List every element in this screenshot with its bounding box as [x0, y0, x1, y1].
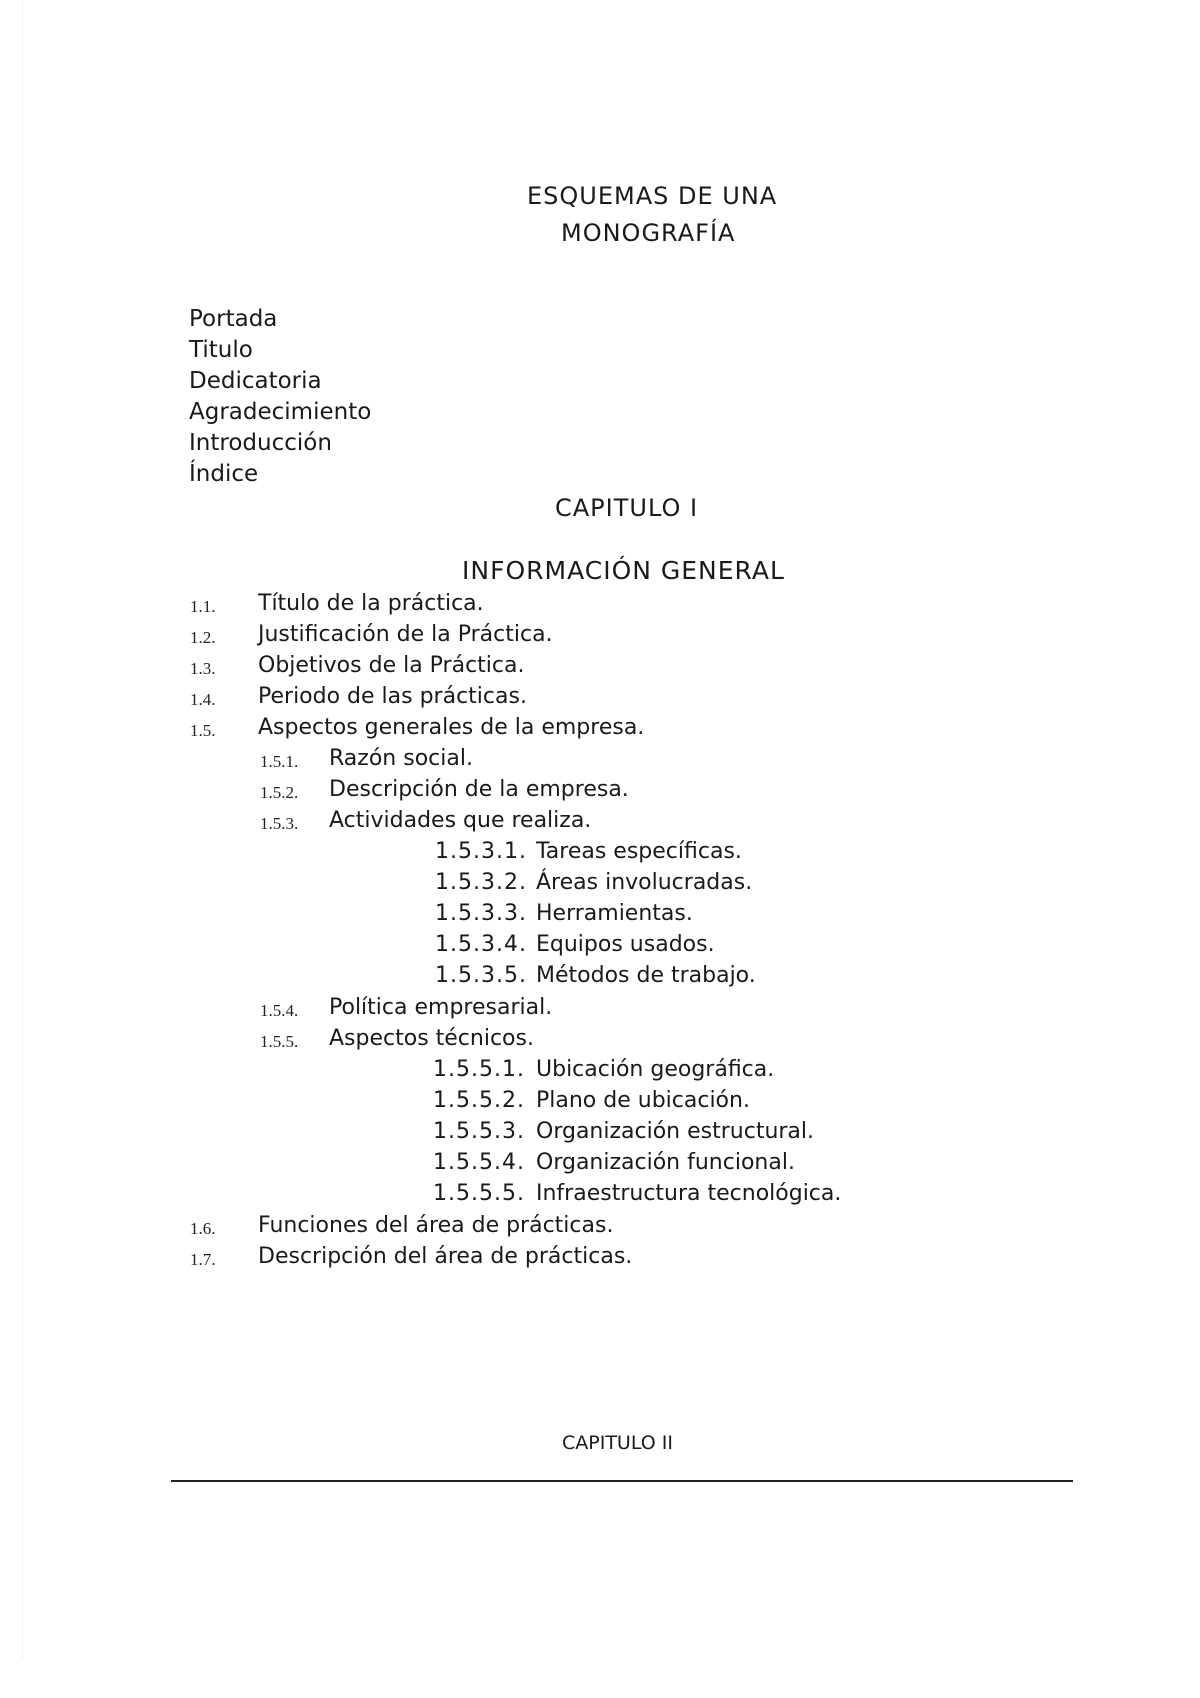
page-edge: [22, 0, 23, 1660]
toc-number: 1.5.5.5.: [433, 1181, 525, 1206]
toc-text: Métodos de trabajo.: [536, 963, 756, 988]
toc-text: Tareas específicas.: [536, 839, 742, 864]
toc-number: 1.5.5.2.: [433, 1088, 525, 1113]
toc-text: Razón social.: [329, 746, 473, 771]
front-matter-dedicatoria: Dedicatoria: [189, 368, 322, 394]
toc-number: 1.5.3.5.: [435, 963, 527, 988]
front-matter-introduccion: Introducción: [189, 430, 332, 456]
toc-number: 1.5.5.3.: [433, 1119, 525, 1144]
toc-text: Equipos usados.: [536, 932, 715, 957]
toc-number: 1.5.1.: [260, 752, 299, 771]
toc-number: 1.5.5.: [260, 1032, 299, 1051]
toc-number: 1.3.: [190, 659, 216, 678]
front-matter-portada: Portada: [189, 306, 278, 332]
toc-number: 1.1.: [190, 597, 216, 616]
toc-text: Descripción del área de prácticas.: [258, 1244, 633, 1269]
toc-number: 1.5.5.4.: [433, 1150, 525, 1175]
toc-number: 1.4.: [190, 690, 216, 709]
toc-number: 1.5.3.4.: [435, 932, 527, 957]
toc-text: Aspectos técnicos.: [329, 1026, 534, 1051]
toc-text: Política empresarial.: [329, 995, 553, 1020]
front-matter-indice: Índice: [189, 461, 259, 487]
toc-number: 1.6.: [190, 1219, 216, 1238]
toc-number: 1.7.: [190, 1250, 216, 1269]
toc-number: 1.5.5.1.: [433, 1057, 525, 1082]
toc-text: Periodo de las prácticas.: [258, 684, 527, 709]
toc-text: Funciones del área de prácticas.: [258, 1213, 614, 1238]
toc-number: 1.5.3.3.: [435, 901, 527, 926]
toc-text: Aspectos generales de la empresa.: [258, 715, 645, 740]
toc-text: Actividades que realiza.: [329, 808, 592, 833]
toc-text: Descripción de la empresa.: [329, 777, 629, 802]
horizontal-rule: [171, 1480, 1073, 1482]
toc-text: Título de la práctica.: [258, 591, 484, 616]
document-title-line2: MONOGRAFÍA: [561, 219, 736, 247]
toc-number: 1.5.3.2.: [435, 870, 527, 895]
toc-text: Justificación de la Práctica.: [258, 622, 553, 647]
toc-text: Áreas involucradas.: [536, 870, 753, 895]
front-matter-agradecimiento: Agradecimiento: [189, 399, 372, 425]
document-title-line1: ESQUEMAS DE UNA: [527, 182, 778, 210]
toc-text: Organización estructural.: [536, 1119, 815, 1144]
front-matter-titulo: Titulo: [189, 337, 253, 363]
toc-text: Objetivos de la Práctica.: [258, 653, 525, 678]
toc-text: Plano de ubicación.: [536, 1088, 750, 1113]
toc-text: Organización funcional.: [536, 1150, 795, 1175]
chapter1-heading: CAPITULO I: [555, 494, 699, 522]
toc-number: 1.2.: [190, 628, 216, 647]
toc-text: Herramientas.: [536, 901, 693, 926]
toc-number: 1.5.: [190, 721, 216, 740]
chapter2-heading: CAPITULO II: [562, 1432, 673, 1454]
toc-number: 1.5.2.: [260, 783, 299, 802]
toc-number: 1.5.4.: [260, 1001, 299, 1020]
toc-text: Ubicación geográfica.: [536, 1057, 775, 1082]
toc-number: 1.5.3.: [260, 814, 299, 833]
toc-text: Infraestructura tecnológica.: [536, 1181, 842, 1206]
chapter1-subheading: INFORMACIÓN GENERAL: [462, 556, 785, 585]
toc-number: 1.5.3.1.: [435, 839, 527, 864]
